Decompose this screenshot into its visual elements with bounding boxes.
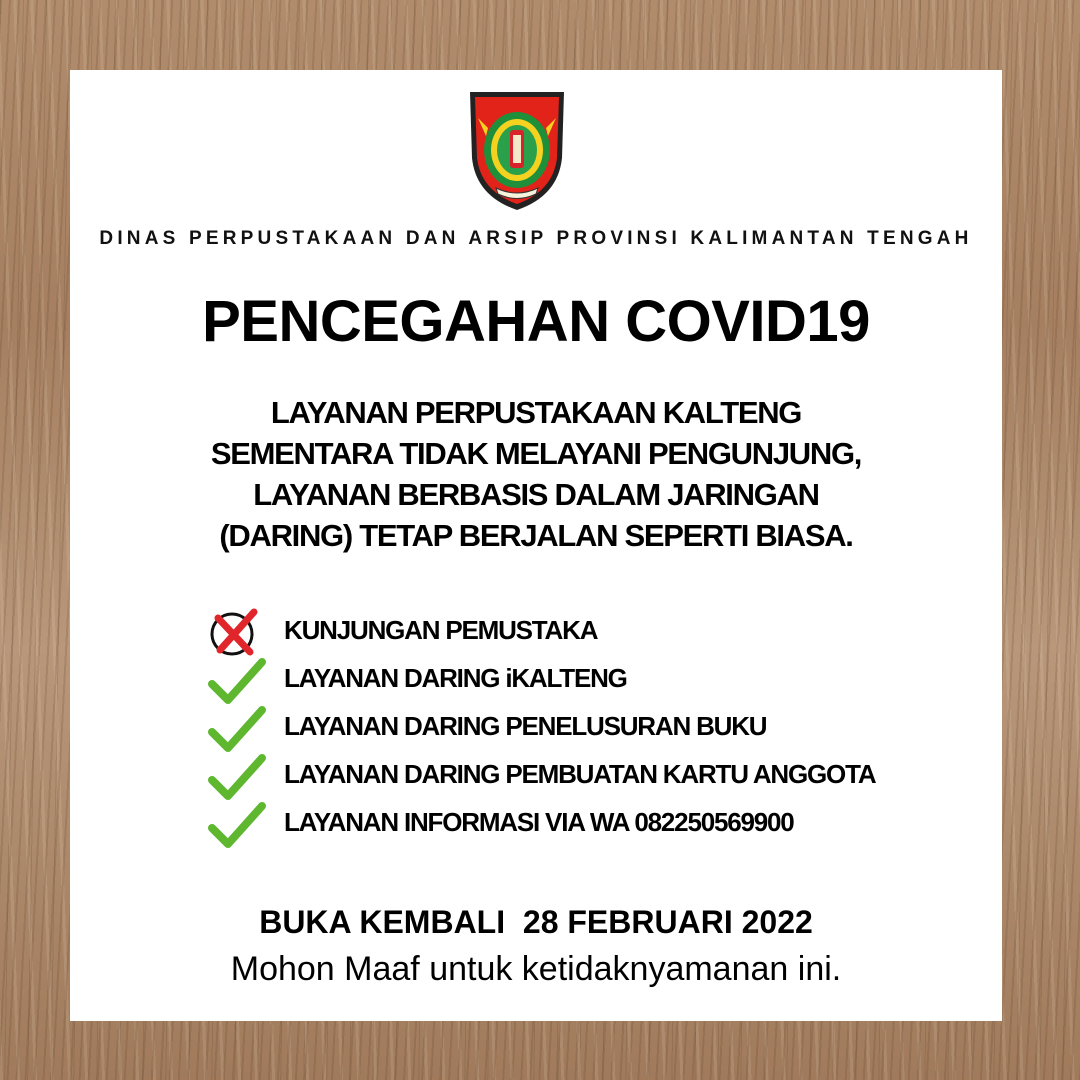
agency-name: DINAS PERPUSTAKAAN DAN ARSIP PROVINSI KALIMANTAN TENGAH: [99, 228, 973, 249]
service-label: KUNJUNGAN PEMUSTAKA: [284, 615, 598, 645]
cross-icon: [206, 608, 266, 656]
notice-text: [70, 392, 1002, 556]
service-label: LAYANAN DARING PENELUSURAN BUKU: [284, 711, 767, 741]
service-label: LAYANAN INFORMASI VIA WA 082250569900: [284, 807, 794, 837]
notice-line: LAYANAN PERPUSTAKAAN KALTENG: [270, 395, 802, 430]
service-list: [206, 608, 966, 848]
list-item: [206, 704, 966, 752]
list-item: [206, 608, 966, 656]
service-label: LAYANAN DARING iKALTENG: [284, 663, 627, 693]
reopen-date: BUKA KEMBALI 28 FEBRUARI 2022: [259, 904, 813, 940]
notice-card: [70, 70, 1002, 1021]
notice-line: LAYANAN BERBASIS DALAM JARINGAN: [253, 477, 819, 512]
list-item: [206, 656, 966, 704]
coat-of-arms-icon: [466, 88, 568, 214]
check-icon: [206, 704, 266, 752]
page-title: PENCEGAHAN COVID19: [202, 289, 870, 354]
notice-line: (DARING) TETAP BERJALAN SEPERTI BIASA.: [219, 518, 853, 553]
list-item: [206, 800, 966, 848]
apology-text: Mohon Maaf untuk ketidaknyamanan ini.: [230, 950, 842, 988]
check-icon: [206, 656, 266, 704]
list-item: [206, 752, 966, 800]
check-icon: [206, 800, 266, 848]
service-label: LAYANAN DARING PEMBUATAN KARTU ANGGOTA: [284, 759, 876, 789]
check-icon: [206, 752, 266, 800]
notice-line: SEMENTARA TIDAK MELAYANI PENGUNJUNG,: [210, 436, 862, 471]
